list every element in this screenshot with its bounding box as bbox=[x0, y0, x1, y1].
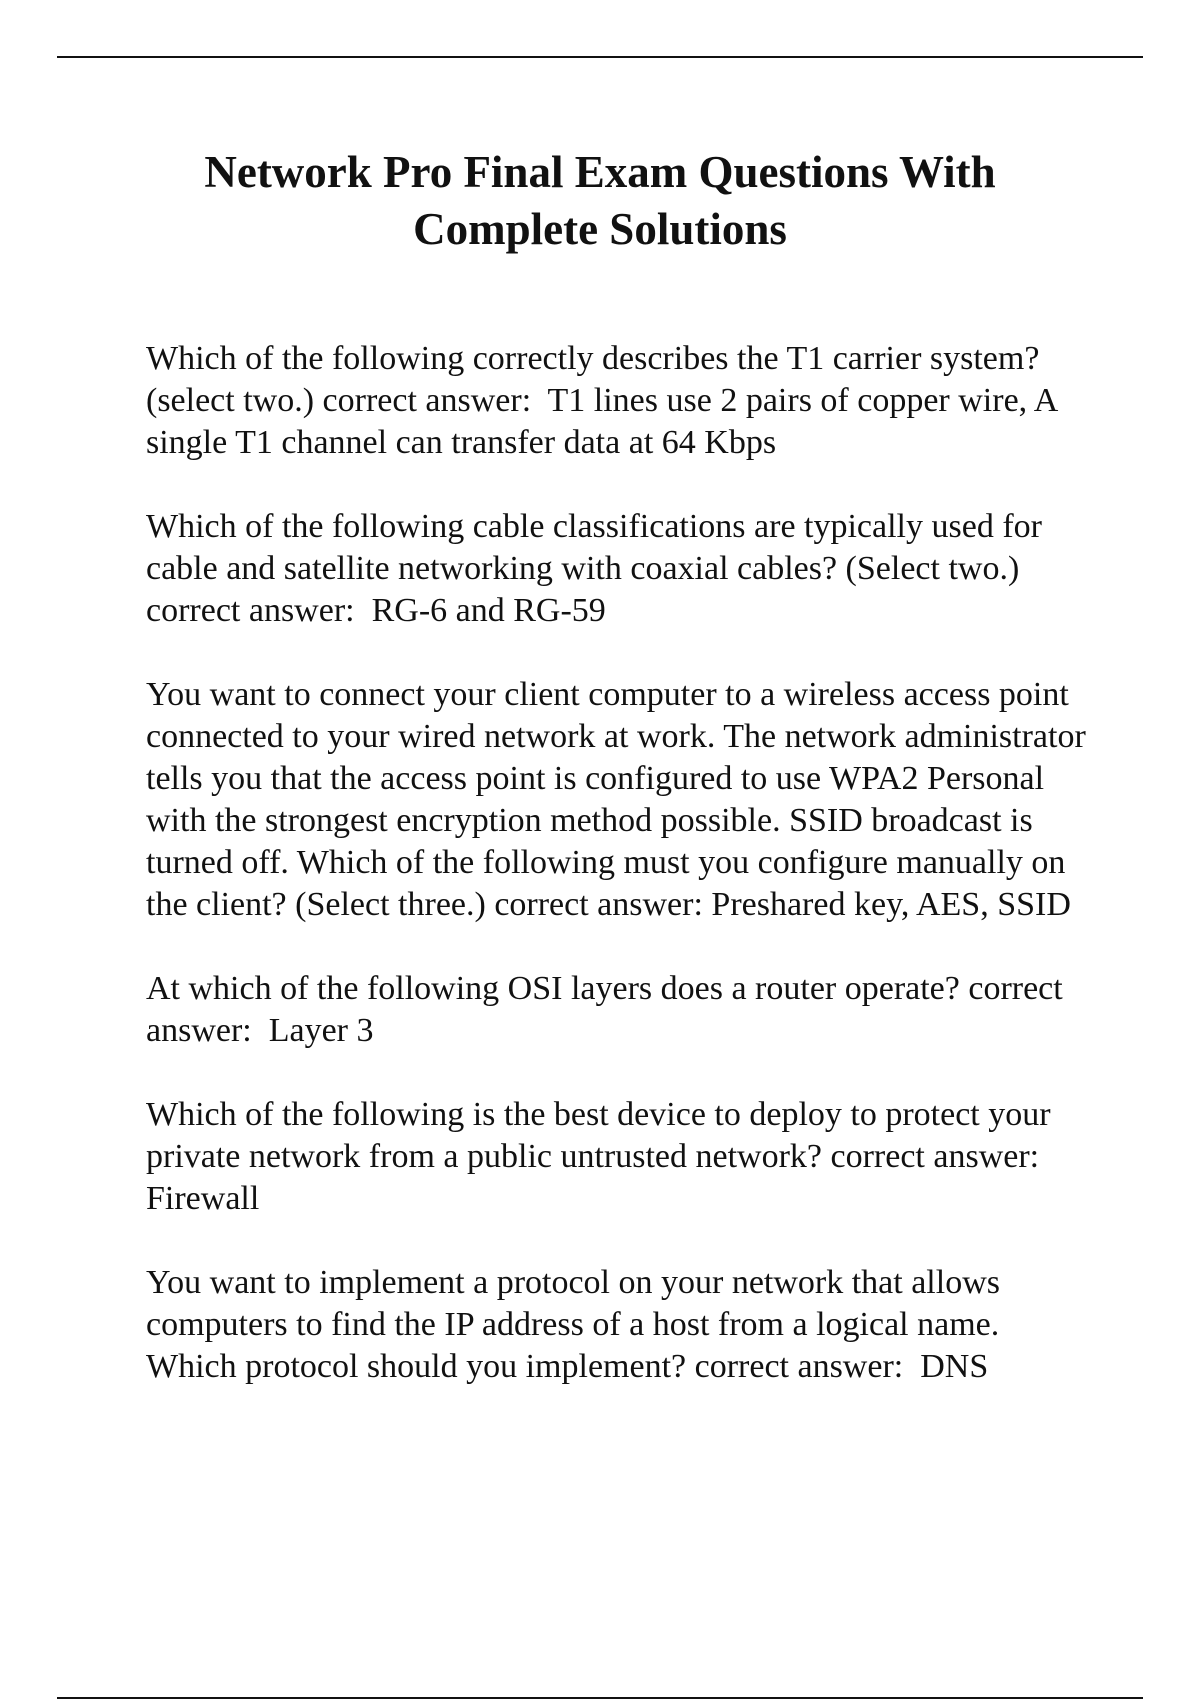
page-title-line-1: Network Pro Final Exam Questions With bbox=[204, 147, 996, 197]
question-answer-item: You want to implement a protocol on your network that allows computers to find the IP address of a host from a logical name. Which protocol should you implement? correct answer: DNS bbox=[146, 1264, 1009, 1385]
bottom-rule bbox=[57, 1697, 1143, 1699]
question-answer-item: At which of the following OSI layers does a router operate? correct answer: Layer 3 bbox=[146, 970, 1072, 1049]
question-answer-item: You want to connect your client computer to a wireless access point connected to your wired network at work. The network administrator tells you that the access point is configured to use WPA2 Personal with the strongest encryption method possible. SSID broadcast is turned off. Which of the following must you configure manually on the client? (Select three.) correct answer: Preshared key, AES, SSID bbox=[146, 676, 1095, 923]
page-title bbox=[100, 144, 1100, 258]
question-list bbox=[146, 338, 1096, 1430]
page-title-line-2: Complete Solutions bbox=[413, 204, 787, 254]
question-answer-item: Which of the following correctly describes the T1 carrier system? (select two.) correct answer: T1 lines use 2 pairs of copper wire, A single T1 channel can transfer data at 64 Kbps bbox=[146, 340, 1065, 461]
top-rule bbox=[57, 56, 1143, 58]
question-answer-item: Which of the following is the best device to deploy to protect your private network from a public untrusted network? correct answer: Firewall bbox=[146, 1096, 1060, 1217]
question-answer-item: Which of the following cable classifications are typically used for cable and satellite networking with coaxial cables? (Select two.) correct answer: RG-6 and RG-59 bbox=[146, 508, 1051, 629]
